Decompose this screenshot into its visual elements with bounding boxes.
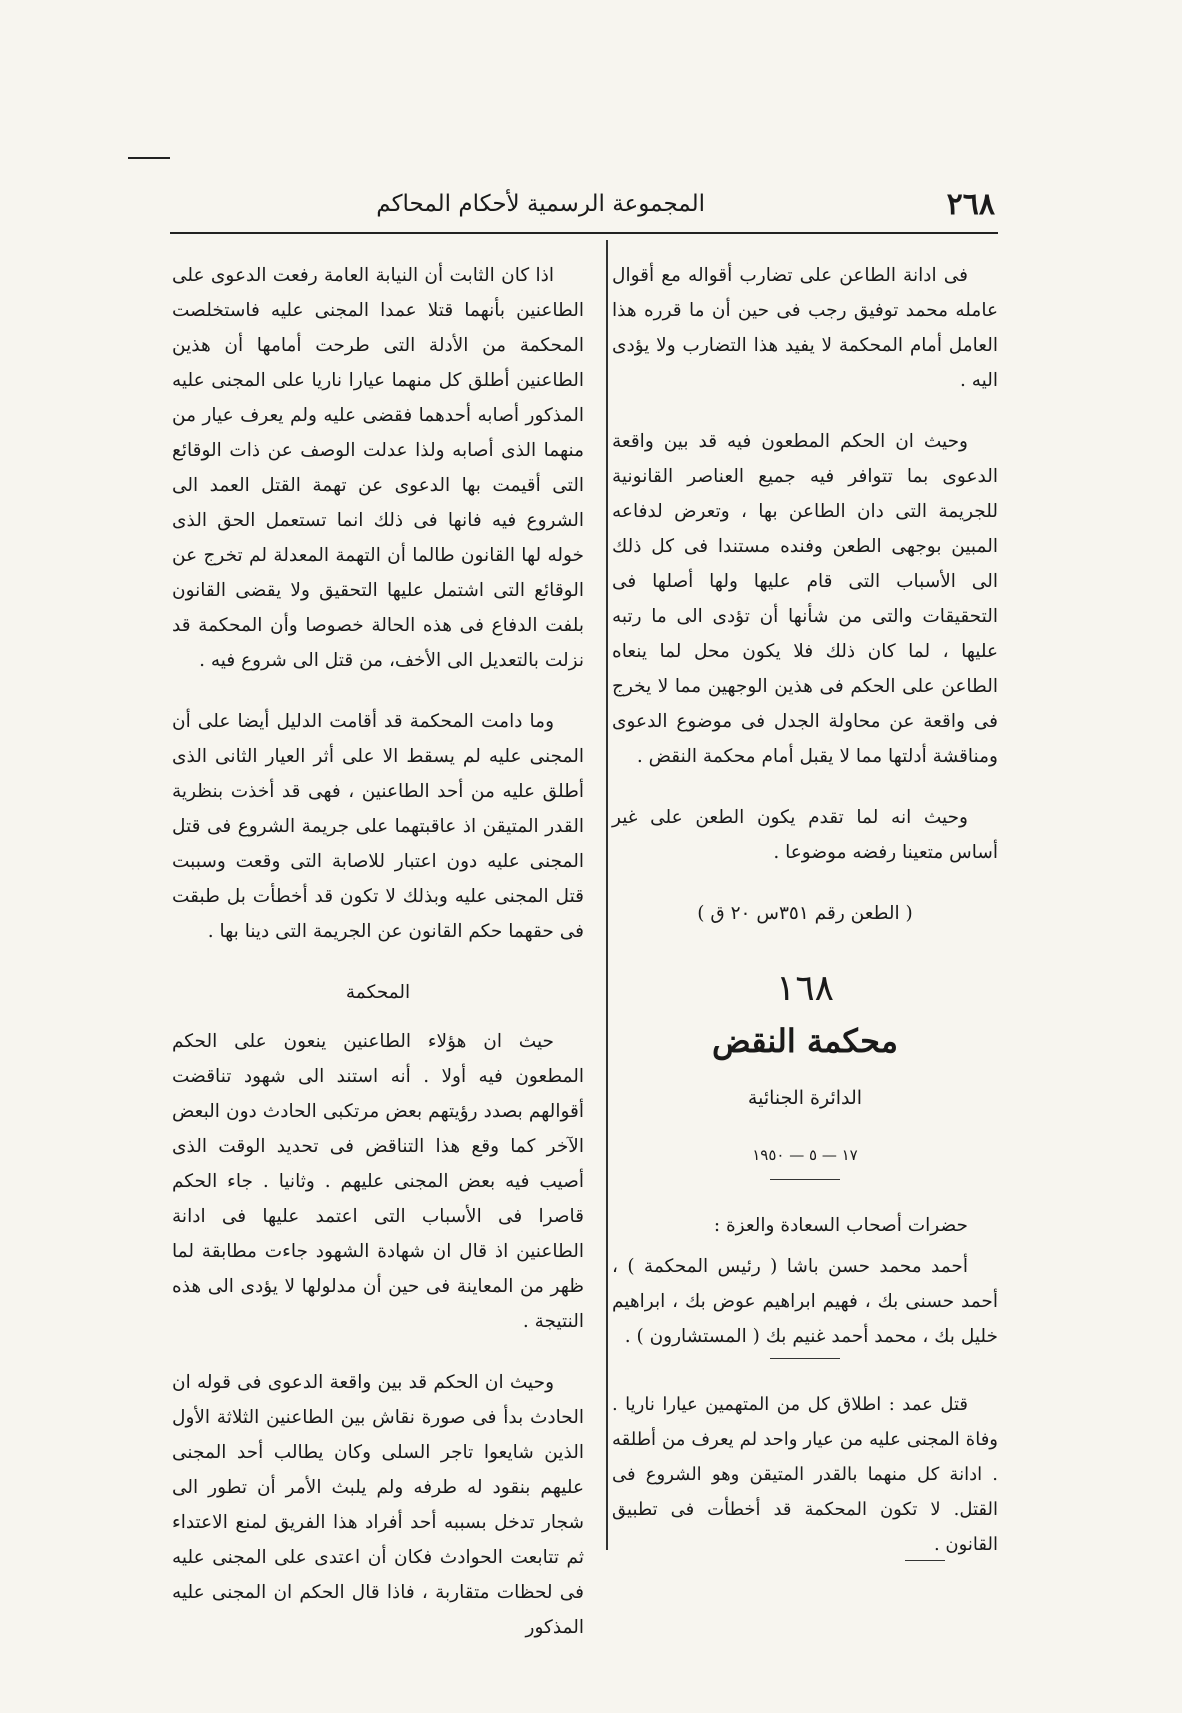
judgment-date: ١٧ — ٥ — ١٩٥٠ [752, 1146, 858, 1164]
case-number: ١٦٨ [775, 968, 834, 1009]
paragraph: وحيث ان الحكم قد بين واقعة الدعوى فى قوله ان الحادث بدأ فى صورة نقاش بين الطاعنين الثلاثة الأول الذين شايعوا تاجر السلى وكان يطالب أحد المجنى عليهم بنقود له طرفه ولم يلبث الأمر أن تطور الى شجار تدخل بسببه أحد أفراد هذا الفريق لمنع الاعتداء ثم تتابعت الحوادث فكان أن اعتدى على المجنى عليه فى لحظات متقاربة ، فاذا قال الحكم ان المجنى عليه المذكور [172, 1372, 584, 1638]
paragraph: وحيث انه لما تقدم يكون الطعن على غير أساس متعينا رفضه موضوعا . [612, 807, 998, 863]
appeal-reference: ( الطعن رقم ٣٥١س ٢٠ ق ) [697, 903, 913, 924]
header-rule [170, 232, 998, 234]
paragraph: وحيث ان الحكم المطعون فيه قد بين واقعة الدعوى بما تتوافر فيه جميع العناصر القانونية للجريمة التى دان الطاعن بها ، وتعرض لدفاعه المبين بوجهى الطعن وفنده مستندا فى كل ذلك الى الأسباب التى قام عليها ولها أصلها فى التحقيقات والتى من شأنها أن تؤدى الى ما رتبه عليها ، لما كان ذلك فلا يكون محل لما ينعاه الطاعن على الحكم فى هذين الوجهين مما لا يخرج فى واقعة عن محاولة الجدل فى موضوع الدعوى ومناقشة أدلتها مما لا يقبل أمام محكمة النقض . [612, 431, 998, 767]
judges-list: أحمد محمد حسن باشا ( رئيس المحكمة ) ، أحمد حسنى بك ، فهيم ابراهيم عوض بك ، ابراهيم خليل بك ، محمد أحمد غنيم بك ( المستشارون ) . [612, 1256, 998, 1347]
paragraph: اذا كان الثابت أن النيابة العامة رفعت الدعوى على الطاعنين بأنهما قتلا عمدا المجنى عليه فاستخلصت المحكمة من الأدلة التى طرحت أمامها أن هذين الطاعنين أطلق كل منهما عيارا ناريا على المجنى عليه المذكور أصابه أحدهما فقضى عليه ولم يعرف عيار من منهما الذى أصابه ولذا عدلت الوصف عن ذات الوقائع التى أقيمت بها الدعوى عن تهمة القتل العمد الى الشروع فيه فانها فى ذلك انما تستعمل الحق الذى خوله لها القانون طالما أن التهمة المعدلة لم تخرج عن الوقائع التى اشتمل عليها التحقيق ولا يقضى القانون بلفت الدفاع فى هذه الحالة خصوصا وأن المحكمة قد نزلت بالتعديل الى الأخف، من قتل الى شروع فيه . [172, 265, 584, 671]
court-name: محكمة النقض [712, 1022, 898, 1060]
running-title: المجموعة الرسمية لأحكام المحاكم [376, 191, 705, 217]
column-divider [606, 240, 608, 1550]
case-summary: قتل عمد : اطلاق كل من المتهمين عيارا ناريا . وفاة المجنى عليه من عيار واحد لم يعرف من أطلقه . ادانة كل منهما بالقدر المتيقن وهو الشروع فى القتل. لا تكون المحكمة قد أخطأت فى تطبيق القانون . [612, 1394, 998, 1555]
section-heading: المحكمة [345, 982, 411, 1003]
page-header [175, 185, 995, 235]
footer-rule [905, 1560, 945, 1561]
paragraph: حيث ان هؤلاء الطاعنين ينعون على الحكم المطعون فيه أولا . أنه استند الى شهود تناقضت أقوالهم بصدد رؤيتهم بعض مرتكبى الحادث دون البعض الآخر كما وقع هذا التناقض فى تحديد الوقت الذى أصيب فيه بعض المجنى عليهم . وثانيا . جاء الحكم قاصرا فى الأسباب التى اعتمد عليها فى ادانة الطاعنين اذ قال ان شهادة الشهود جاءت مطابقة لما ظهر من المعاينة فى حين أن مدلولها لا يؤدى الى هذه النتيجة . [172, 1031, 584, 1332]
divider [770, 1179, 840, 1180]
divider [770, 1358, 840, 1359]
paragraph: فى ادانة الطاعن على تضارب أقواله مع أقوال عامله محمد توفيق رجب فى حين أن ما قرره هذا العامل أمام المحكمة لا يفيد هذا التضارب ولا يؤدى اليه . [612, 265, 998, 391]
left-column [172, 258, 584, 1671]
paragraph: وما دامت المحكمة قد أقامت الدليل أيضا على أن المجنى عليه لم يسقط الا على أثر العيار الثانى الذى أطلق عليه من أحد الطاعنين ، فهى قد أخذت بنظرية القدر المتيقن اذ عاقبتهما على جريمة الشروع فى قتل المجنى عليه دون اعتبار للاصابة التى وقعت وسببت قتل المجنى عليه وبذلك لا تكون قد أخطأت بل طبقت فى حقهما حكم القانون عن الجريمة التى دينا بها . [172, 711, 584, 942]
right-column [612, 258, 998, 1588]
judges-intro: حضرات أصحاب السعادة والعزة : [713, 1215, 968, 1236]
scan-mark [128, 157, 170, 159]
page-number: ٢٦٨ [946, 187, 995, 222]
division: الدائرة الجنائية [747, 1087, 863, 1109]
